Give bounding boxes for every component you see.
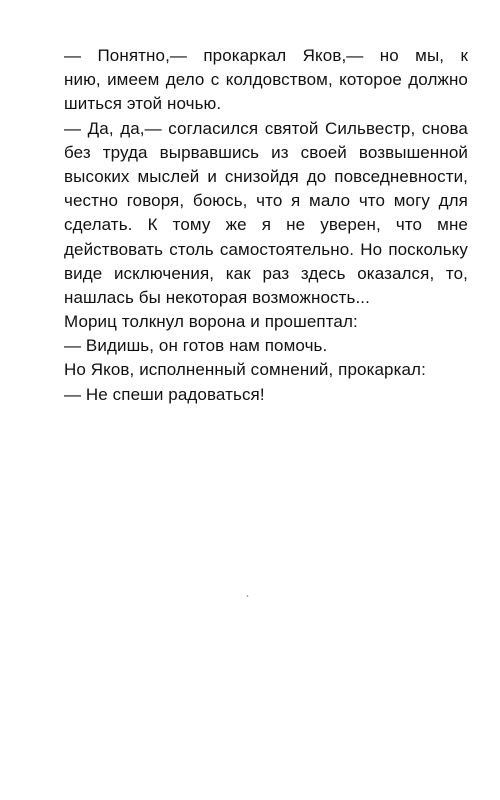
text-line-10: виде исключения, как раз здесь оказался, то, <box>64 263 468 283</box>
text-line-8: сделать. К тому же я не уверен, что мне <box>64 215 468 235</box>
text-line-15: — Не спеши радоваться! <box>64 384 265 404</box>
text-line-1: — Понятно,— прокаркал Яков,— но мы, к <box>64 46 468 65</box>
text-line-4: — Да, да,— согласился святой Сильвестр, снова <box>64 118 468 138</box>
text-line-5: без труда вырвавшись из своей возвышенной <box>64 142 468 162</box>
text-line-3: шиться этой ночью. <box>64 94 222 114</box>
text-line-7: честно говоря, боюсь, что я мало что могу для <box>64 191 468 211</box>
body-text <box>64 44 468 407</box>
text-line-2: нию, имеем дело с колдовством, которое должно <box>64 70 468 90</box>
text-line-13: — Видишь, он готов нам помочь. <box>64 336 328 356</box>
text-line-9: действовать столь самостоятельно. Но поскольку <box>64 239 468 259</box>
text-line-6: высоких мыслей и снизойдя до повседневности, <box>64 166 468 186</box>
text-line-12: Мориц толкнул ворона и прошептал: <box>64 312 358 332</box>
print-mark: ` <box>246 594 249 604</box>
text-line-11: нашлась бы некоторая возможность... <box>64 287 370 307</box>
text-line-14: Но Яков, исполненный сомнений, прокаркал: <box>64 360 426 380</box>
